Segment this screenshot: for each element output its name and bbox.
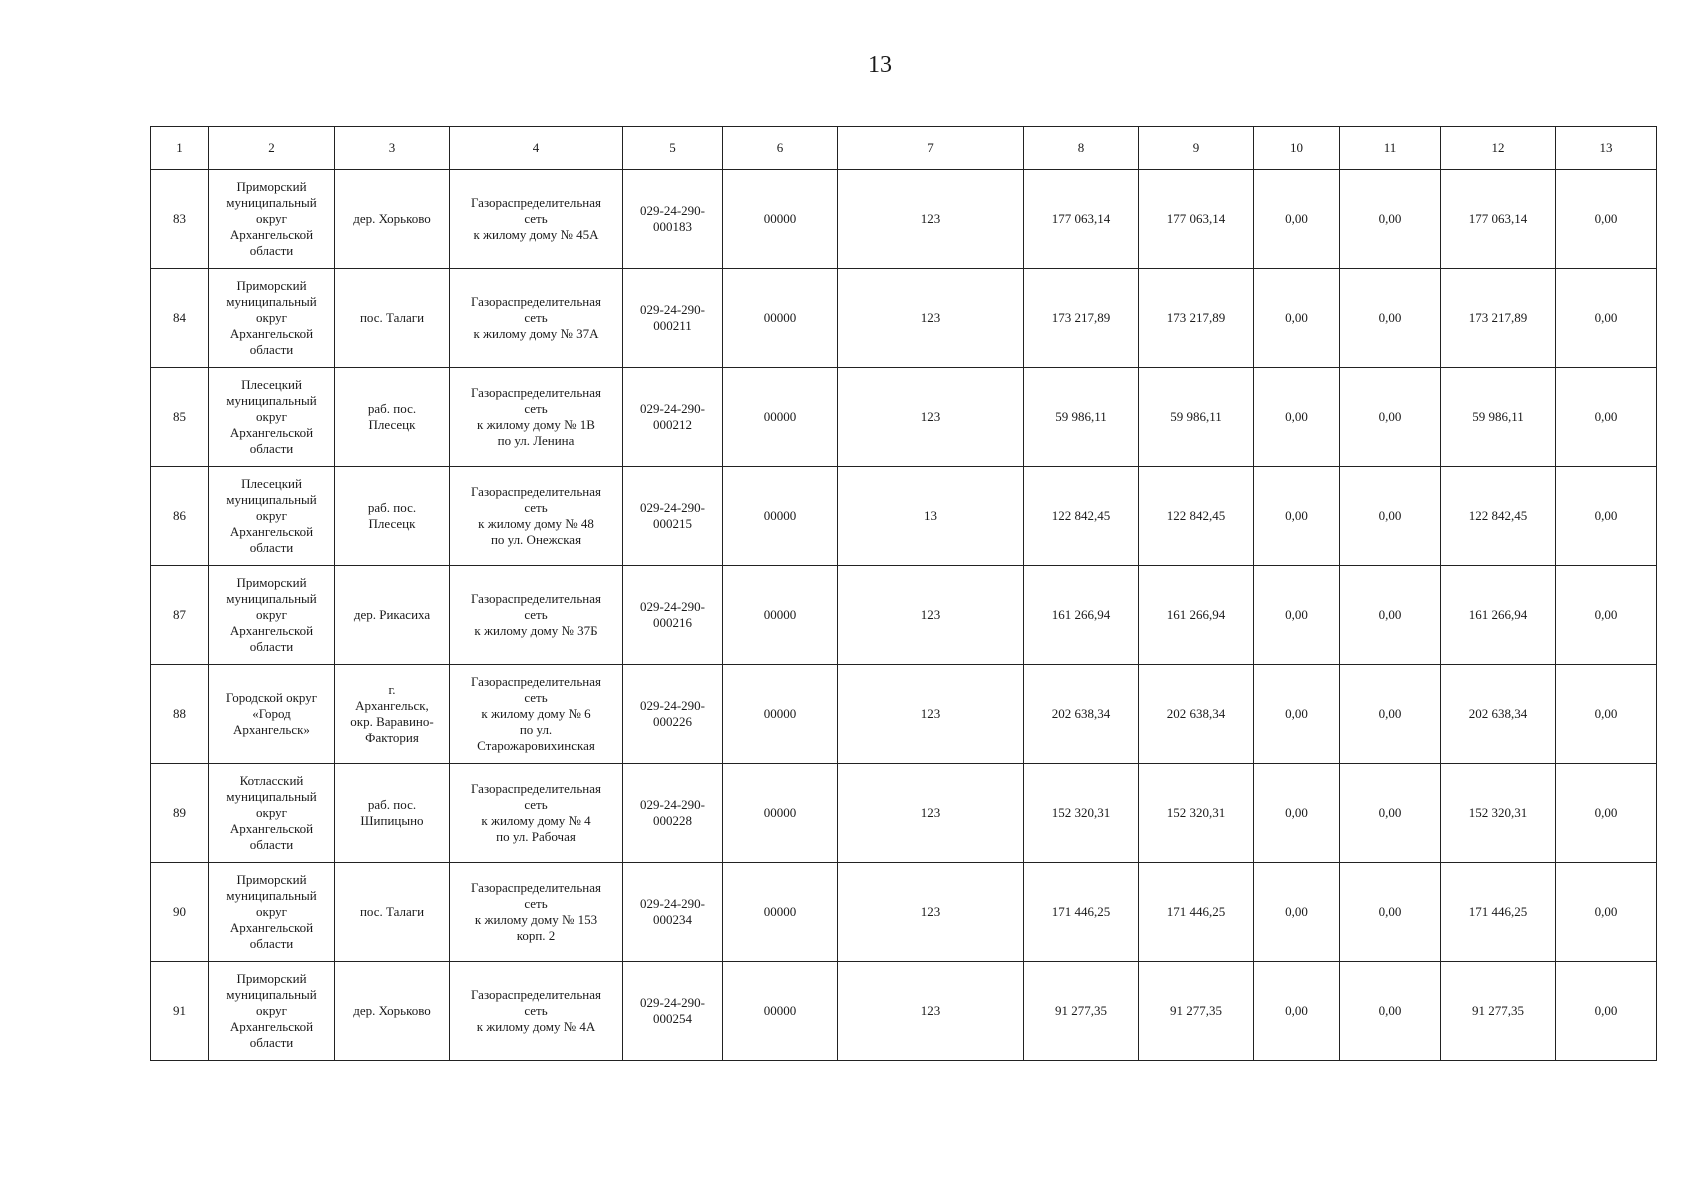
table-cell: 00000: [723, 368, 838, 467]
table-cell: 123: [838, 962, 1024, 1061]
amount-cell: 173 217,89: [1139, 269, 1254, 368]
row-number-cell: 83: [151, 170, 209, 269]
table-cell: 123: [838, 368, 1024, 467]
amount-cell: 0,00: [1340, 566, 1441, 665]
column-header: 11: [1340, 127, 1441, 170]
amount-cell: 171 446,25: [1024, 863, 1139, 962]
amount-cell: 171 446,25: [1441, 863, 1556, 962]
amount-cell: 122 842,45: [1139, 467, 1254, 566]
municipality-cell: Приморский муниципальный округ Архангельской области: [209, 566, 335, 665]
municipality-cell: Городской округ «Город Архангельск»: [209, 665, 335, 764]
amount-cell: 173 217,89: [1441, 269, 1556, 368]
amount-cell: 0,00: [1556, 962, 1657, 1061]
object-cell: Газораспределительная сеть к жилому дому № 1В по ул. Ленина: [450, 368, 623, 467]
table-cell: 123: [838, 665, 1024, 764]
table-cell: 123: [838, 170, 1024, 269]
row-number-cell: 85: [151, 368, 209, 467]
amount-cell: 173 217,89: [1024, 269, 1139, 368]
locality-cell: раб. пос. Плесецк: [335, 368, 450, 467]
amount-cell: 177 063,14: [1441, 170, 1556, 269]
column-header: 6: [723, 127, 838, 170]
amount-cell: 0,00: [1340, 170, 1441, 269]
amount-cell: 59 986,11: [1139, 368, 1254, 467]
amount-cell: 0,00: [1254, 368, 1340, 467]
table-cell: 00000: [723, 962, 838, 1061]
amount-cell: 91 277,35: [1139, 962, 1254, 1061]
amount-cell: 152 320,31: [1024, 764, 1139, 863]
object-cell: Газораспределительная сеть к жилому дому № 4 по ул. Рабочая: [450, 764, 623, 863]
amount-cell: 0,00: [1556, 467, 1657, 566]
amount-cell: 0,00: [1556, 764, 1657, 863]
table-row: [151, 962, 1657, 1061]
object-cell: Газораспределительная сеть к жилому дому № 37Б: [450, 566, 623, 665]
amount-cell: 0,00: [1340, 665, 1441, 764]
table-row: [151, 665, 1657, 764]
row-number-cell: 84: [151, 269, 209, 368]
object-cell: Газораспределительная сеть к жилому дому № 45А: [450, 170, 623, 269]
amount-cell: 91 277,35: [1441, 962, 1556, 1061]
row-number-cell: 91: [151, 962, 209, 1061]
municipality-cell: Котласский муниципальный округ Архангельской области: [209, 764, 335, 863]
locality-cell: раб. пос. Шипицыно: [335, 764, 450, 863]
table-cell: 00000: [723, 269, 838, 368]
column-header: 2: [209, 127, 335, 170]
amount-cell: 122 842,45: [1024, 467, 1139, 566]
amount-cell: 0,00: [1254, 863, 1340, 962]
object-cell: Газораспределительная сеть к жилому дому № 4А: [450, 962, 623, 1061]
locality-cell: пос. Талаги: [335, 269, 450, 368]
amount-cell: 0,00: [1556, 269, 1657, 368]
row-number-cell: 89: [151, 764, 209, 863]
code-cell: 029-24-290- 000226: [623, 665, 723, 764]
column-header: 3: [335, 127, 450, 170]
table-row: [151, 368, 1657, 467]
table-cell: 00000: [723, 566, 838, 665]
code-cell: 029-24-290- 000254: [623, 962, 723, 1061]
amount-cell: 202 638,34: [1441, 665, 1556, 764]
table-cell: 123: [838, 764, 1024, 863]
table-row: [151, 764, 1657, 863]
locality-cell: раб. пос. Плесецк: [335, 467, 450, 566]
object-cell: Газораспределительная сеть к жилому дому № 6 по ул. Старожаровихинская: [450, 665, 623, 764]
row-number-cell: 90: [151, 863, 209, 962]
amount-cell: 0,00: [1556, 863, 1657, 962]
table-cell: 123: [838, 863, 1024, 962]
table-cell: 00000: [723, 665, 838, 764]
municipality-cell: Приморский муниципальный округ Архангельской области: [209, 962, 335, 1061]
municipality-cell: Приморский муниципальный округ Архангельской области: [209, 269, 335, 368]
table-cell: 00000: [723, 764, 838, 863]
row-number-cell: 87: [151, 566, 209, 665]
locality-cell: пос. Талаги: [335, 863, 450, 962]
locality-cell: дер. Хорьково: [335, 962, 450, 1061]
amount-cell: 152 320,31: [1441, 764, 1556, 863]
amount-cell: 171 446,25: [1139, 863, 1254, 962]
code-cell: 029-24-290- 000212: [623, 368, 723, 467]
amount-cell: 152 320,31: [1139, 764, 1254, 863]
table-row: [151, 566, 1657, 665]
amount-cell: 0,00: [1340, 269, 1441, 368]
page-number: 13: [868, 52, 892, 78]
amount-cell: 0,00: [1254, 467, 1340, 566]
amount-cell: 177 063,14: [1139, 170, 1254, 269]
municipality-cell: Плесецкий муниципальный округ Архангельской области: [209, 368, 335, 467]
municipality-cell: Приморский муниципальный округ Архангельской области: [209, 170, 335, 269]
column-header: 7: [838, 127, 1024, 170]
code-cell: 029-24-290- 000215: [623, 467, 723, 566]
amount-cell: 161 266,94: [1024, 566, 1139, 665]
column-header: 8: [1024, 127, 1139, 170]
amount-cell: 0,00: [1556, 170, 1657, 269]
amount-cell: 0,00: [1556, 665, 1657, 764]
municipality-cell: Приморский муниципальный округ Архангельской области: [209, 863, 335, 962]
table-row: [151, 269, 1657, 368]
amount-cell: 0,00: [1340, 467, 1441, 566]
locality-cell: г. Архангельск, окр. Варавино- Фактория: [335, 665, 450, 764]
amount-cell: 0,00: [1556, 566, 1657, 665]
amount-cell: 91 277,35: [1024, 962, 1139, 1061]
column-header: 4: [450, 127, 623, 170]
header-row: [151, 127, 1657, 170]
column-header: 9: [1139, 127, 1254, 170]
amount-cell: 0,00: [1254, 170, 1340, 269]
object-cell: Газораспределительная сеть к жилому дому № 153 корп. 2: [450, 863, 623, 962]
table-row: [151, 170, 1657, 269]
locality-cell: дер. Рикасиха: [335, 566, 450, 665]
table-row: [151, 863, 1657, 962]
row-number-cell: 86: [151, 467, 209, 566]
table-cell: 00000: [723, 863, 838, 962]
object-cell: Газораспределительная сеть к жилому дому № 48 по ул. Онежская: [450, 467, 623, 566]
table-cell: 123: [838, 269, 1024, 368]
table-cell: 13: [838, 467, 1024, 566]
code-cell: 029-24-290- 000228: [623, 764, 723, 863]
amount-cell: 0,00: [1254, 764, 1340, 863]
column-header: 5: [623, 127, 723, 170]
code-cell: 029-24-290- 000183: [623, 170, 723, 269]
data-table: [150, 126, 1657, 1061]
column-header: 13: [1556, 127, 1657, 170]
amount-cell: 0,00: [1340, 764, 1441, 863]
amount-cell: 202 638,34: [1024, 665, 1139, 764]
amount-cell: 0,00: [1254, 665, 1340, 764]
amount-cell: 0,00: [1340, 863, 1441, 962]
column-header: 12: [1441, 127, 1556, 170]
table-cell: 00000: [723, 170, 838, 269]
object-cell: Газораспределительная сеть к жилому дому № 37А: [450, 269, 623, 368]
amount-cell: 177 063,14: [1024, 170, 1139, 269]
amount-cell: 0,00: [1254, 566, 1340, 665]
row-number-cell: 88: [151, 665, 209, 764]
code-cell: 029-24-290- 000234: [623, 863, 723, 962]
amount-cell: 0,00: [1254, 962, 1340, 1061]
amount-cell: 161 266,94: [1139, 566, 1254, 665]
amount-cell: 0,00: [1556, 368, 1657, 467]
municipality-cell: Плесецкий муниципальный округ Архангельской области: [209, 467, 335, 566]
table-row: [151, 467, 1657, 566]
column-header: 10: [1254, 127, 1340, 170]
code-cell: 029-24-290- 000216: [623, 566, 723, 665]
table-cell: 00000: [723, 467, 838, 566]
table-cell: 123: [838, 566, 1024, 665]
amount-cell: 0,00: [1340, 368, 1441, 467]
code-cell: 029-24-290- 000211: [623, 269, 723, 368]
amount-cell: 202 638,34: [1139, 665, 1254, 764]
amount-cell: 0,00: [1340, 962, 1441, 1061]
amount-cell: 59 986,11: [1441, 368, 1556, 467]
amount-cell: 0,00: [1254, 269, 1340, 368]
amount-cell: 59 986,11: [1024, 368, 1139, 467]
column-header: 1: [151, 127, 209, 170]
amount-cell: 161 266,94: [1441, 566, 1556, 665]
locality-cell: дер. Хорьково: [335, 170, 450, 269]
amount-cell: 122 842,45: [1441, 467, 1556, 566]
